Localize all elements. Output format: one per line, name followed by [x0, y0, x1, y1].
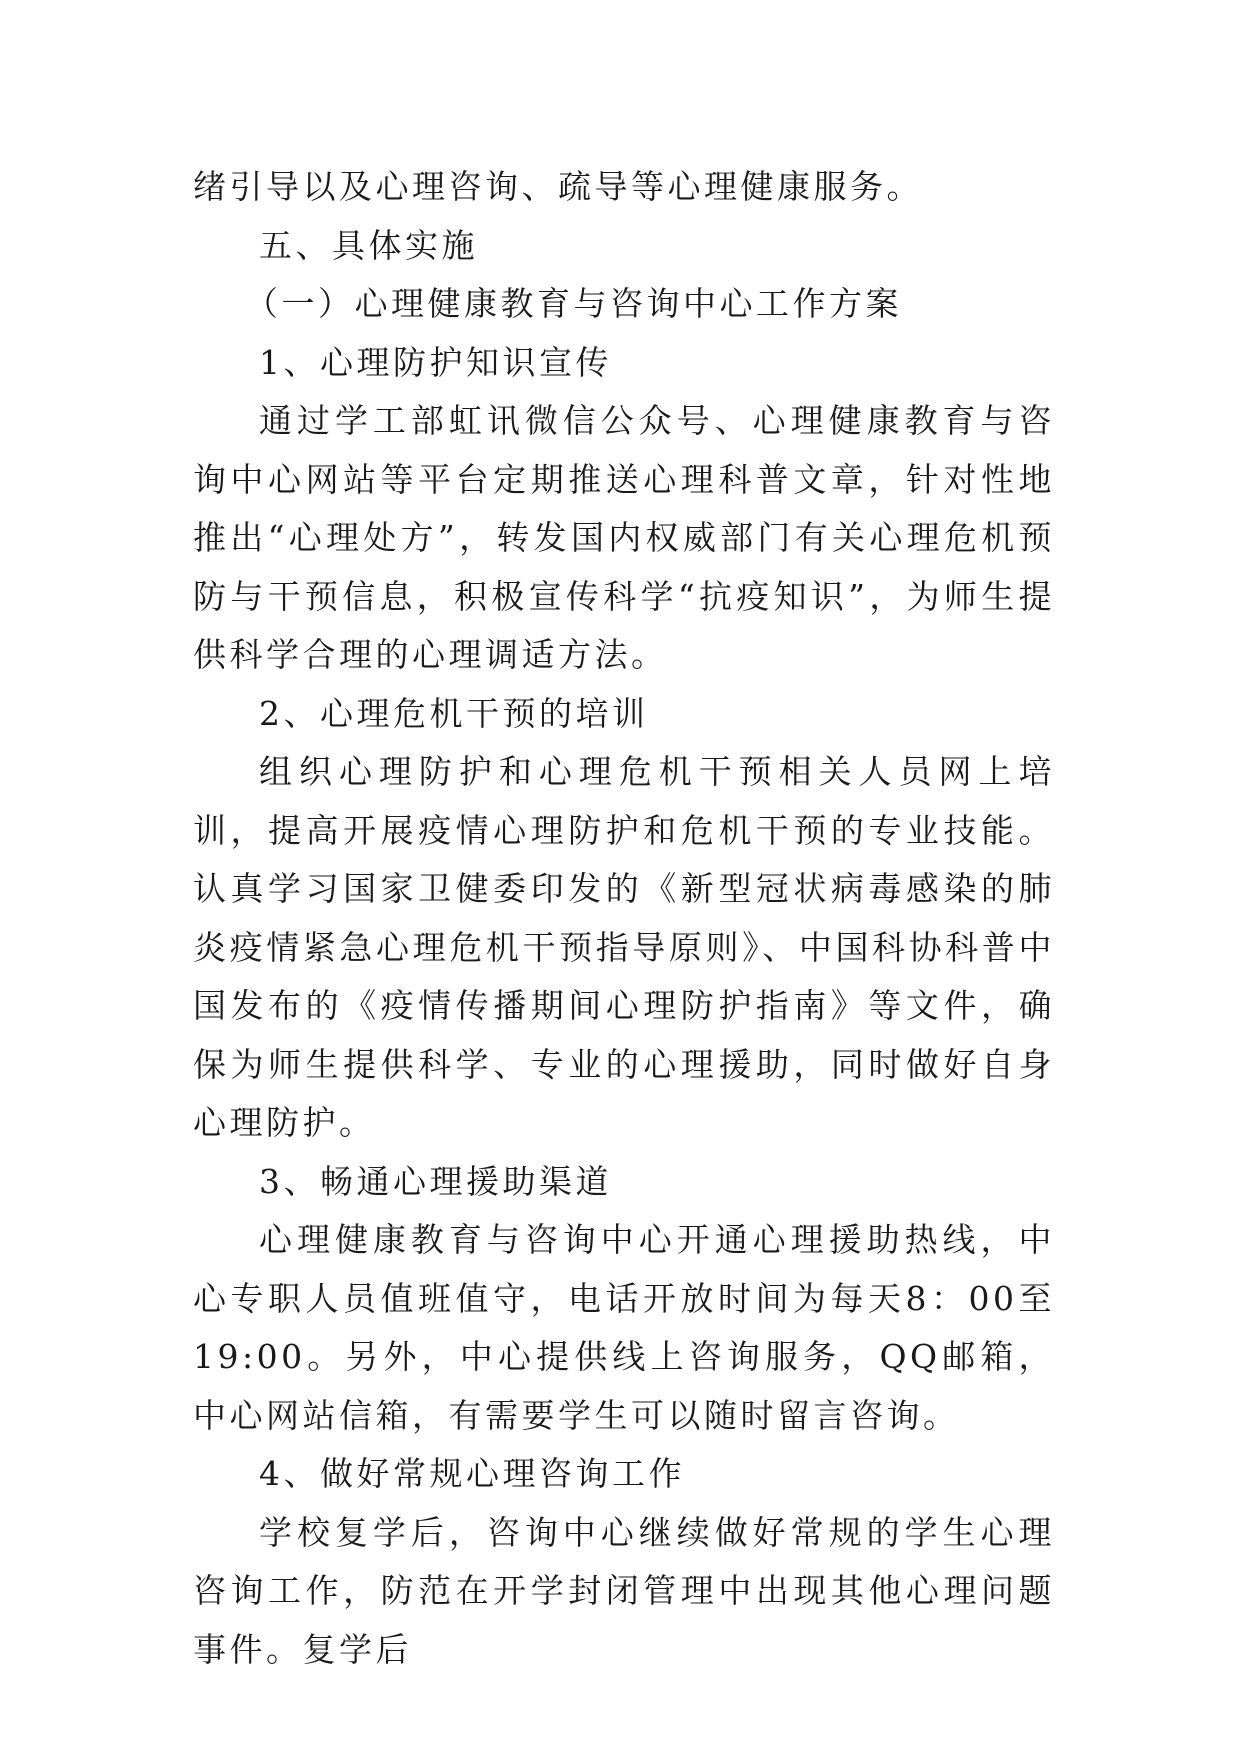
item-heading-2: 2、心理危机干预的培训	[259, 693, 649, 733]
paragraph-intro-continuation: 绪引导以及心理咨询、疏导等心理健康服务。	[193, 167, 923, 206]
subsection-heading-center-plan: （一）心理健康教育与咨询中心工作方案	[245, 284, 902, 323]
document-page	[193, 158, 1055, 1679]
item-heading-1: 1、心理防护知识宣传	[259, 342, 612, 382]
section-heading-implementation: 五、具体实施	[259, 225, 478, 265]
paragraph-item-1: 通过学工部虹讯微信公众号、心理健康教育与咨询中心网站等平台定期推送心理科普文章，针对性地推出“心理处方”，转发国内权威部门有关心理危机预防与干预信息，积极宣传科学“抗疫知识”，为师生提供科学合理的心理调适方法。	[193, 401, 1055, 674]
paragraph-item-3: 心理健康教育与咨询中心开通心理援助热线，中心专职人员值班值守，电话开放时间为每天8：00至19:00。另外，中心提供线上咨询服务，QQ邮箱，中心网站信箱，有需要学生可以随时留言咨询。	[193, 1220, 1055, 1435]
paragraph-item-2: 组织心理防护和心理危机干预相关人员网上培训，提高开展疫情心理防护和危机干预的专业技能。认真学习国家卫健委印发的《新型冠状病毒感染的肺炎疫情紧急心理危机干预指导原则》、中国科协科普中国发布的《疫情传播期间心理防护指南》等文件，确保为师生提供科学、专业的心理援助，同时做好自身心理防护。	[193, 752, 1055, 1142]
paragraph-item-4: 学校复学后，咨询中心继续做好常规的学生心理咨询工作，防范在开学封闭管理中出现其他心理问题事件。复学后	[193, 1512, 1055, 1669]
item-heading-3: 3、畅通心理援助渠道	[259, 1161, 612, 1201]
item-heading-4: 4、做好常规心理咨询工作	[259, 1454, 685, 1493]
